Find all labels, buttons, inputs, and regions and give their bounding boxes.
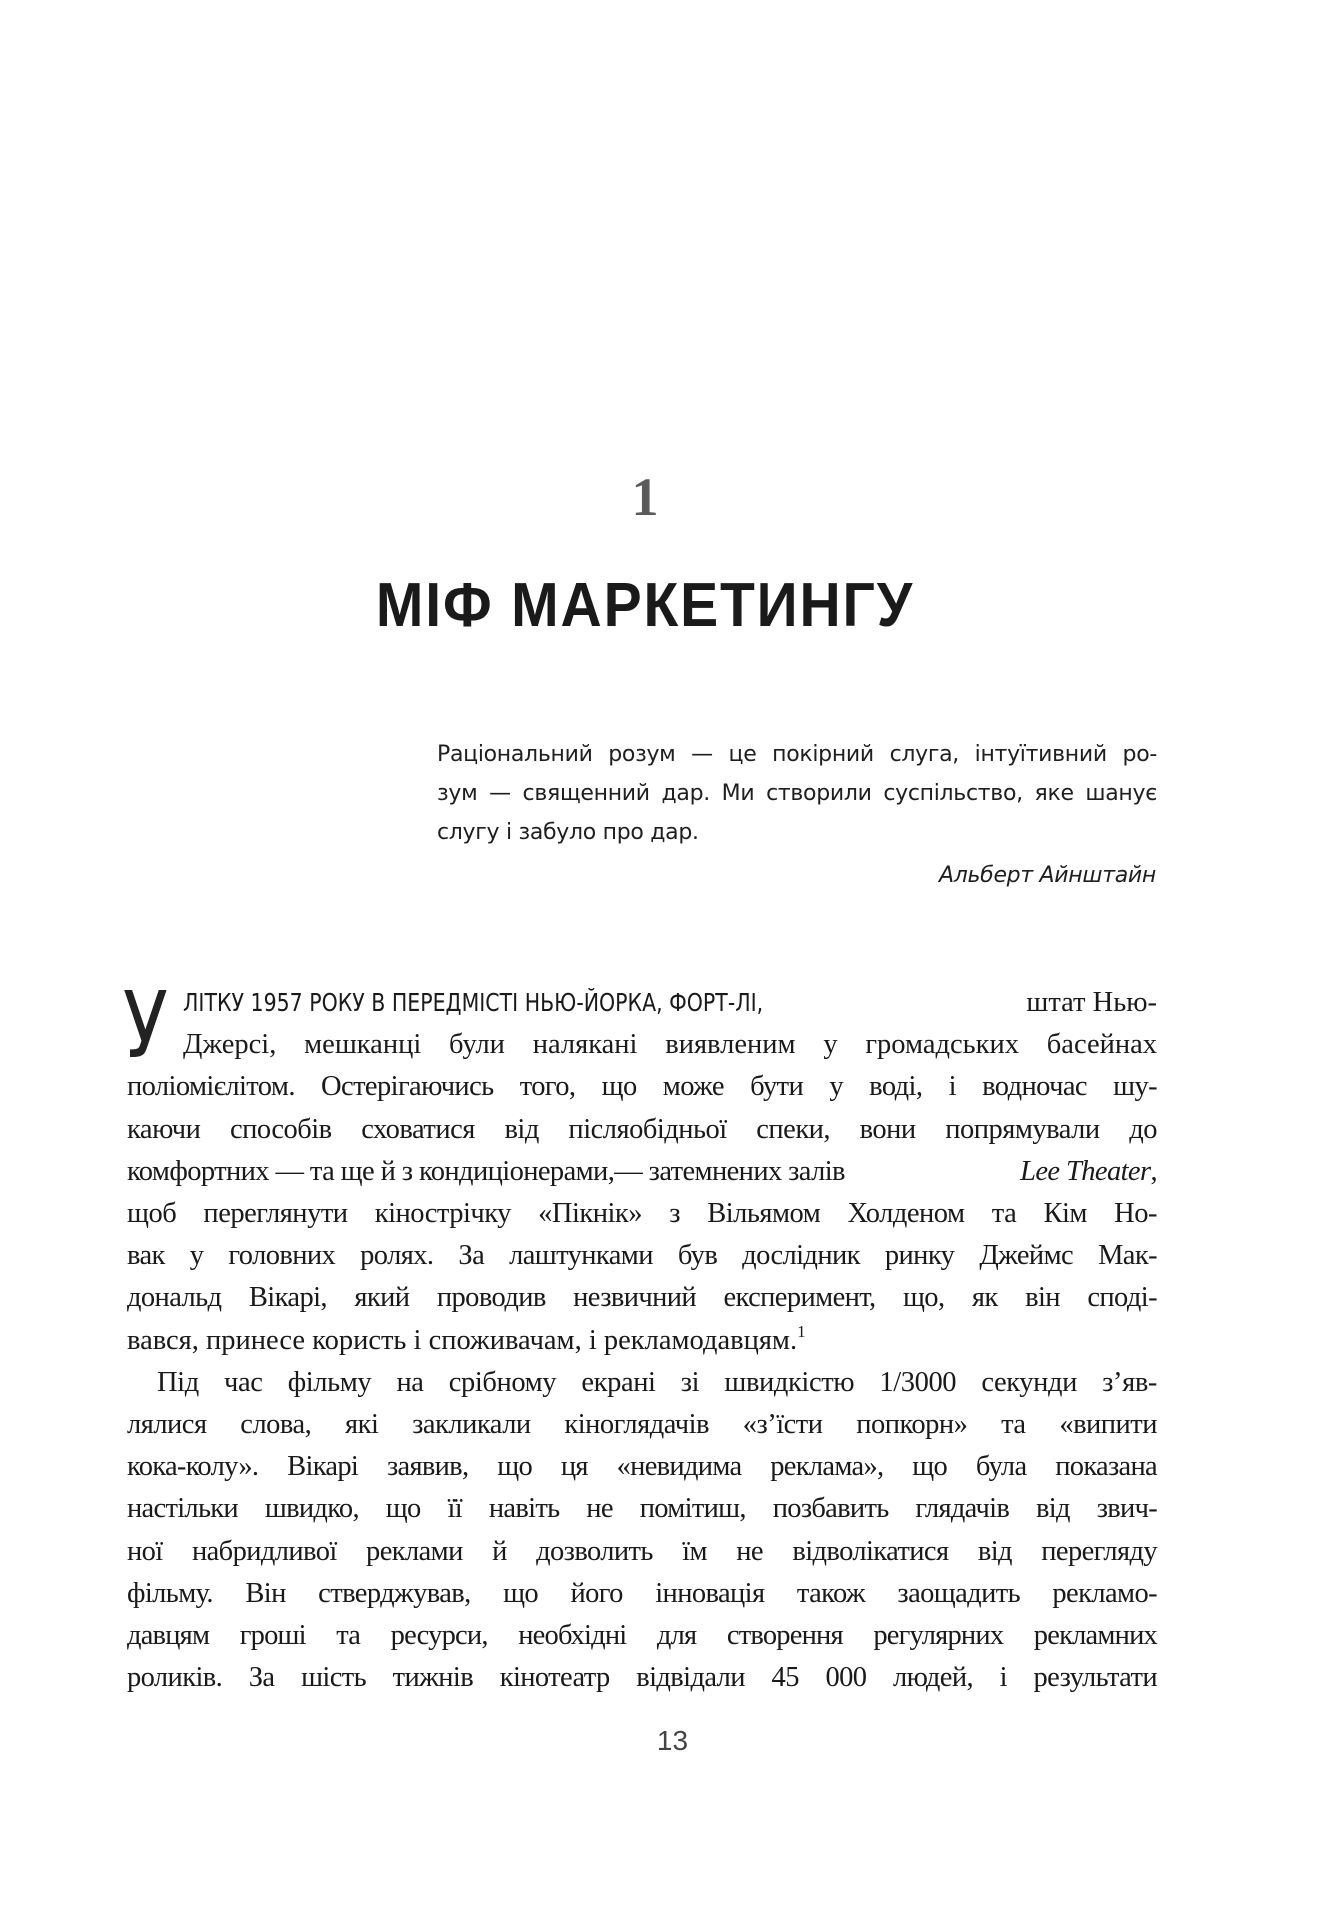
epigraph-line: зум — священний дар. Ми створили суспільство, яке шанує (437, 781, 1157, 806)
paragraph-line (127, 982, 1157, 1024)
paragraph-line: ної набридливої реклами й дозволить їм не відволікатися від перегляду (127, 1535, 1157, 1567)
paragraph-line (127, 1320, 1157, 1362)
epigraph-author: Альберт Айнштайн (939, 863, 1156, 888)
opening-smallcaps: ЛІТКУ 1957 РОКУ В ПЕРЕДМІСТІ НЬЮ-ЙОРКА, ФОРТ-ЛІ, (183, 988, 764, 1017)
chapter-title: МІФ МАРКЕТИНГУ (375, 571, 915, 640)
paragraph-line (127, 1151, 1157, 1193)
paragraph-line: роликів. За шість тижнів кінотеатр відвідали 45 000 людей, і результати (127, 1662, 1157, 1694)
paragraph-line: щоб переглянути кінострічку «Пікнік» з Вільямом Холденом та Кім Но- (127, 1198, 1157, 1230)
line-text: вався, принесе користь і споживачам, і рекламодавцям. (127, 1324, 798, 1356)
paragraph-line: Джерсі, мешканці були налякані виявленим у громадських басейнах (183, 1029, 1157, 1061)
paragraph-line: вак у головних ролях. За лаштунками був дослідник ринку Джеймс Мак- (127, 1240, 1157, 1272)
paragraph-line: каючи способів сховатися від післяобідньої спеки, вони попрямували до (127, 1113, 1157, 1145)
paragraph-1 (127, 982, 1157, 1362)
paragraph-line: фільму. Він стверджував, що його інновація також заощадить рекламо- (127, 1577, 1157, 1609)
theater-name: Lee Theater (1020, 1155, 1151, 1187)
page-number: 13 (656, 1725, 689, 1756)
chapter-body (123, 972, 1157, 1699)
paragraph-line: поліомієлітом. Остерігаючись того, що може бути у воді, і водночас шу- (127, 1071, 1157, 1103)
paragraph-line: лялися слова, які закликали кіноглядачів «з’їсти попкорн» та «випити (127, 1409, 1157, 1441)
paragraph-line: настільки швидко, що її навіть не помітиш, позбавить глядачів від звич- (127, 1493, 1157, 1525)
paragraph-line: Під час фільму на срібному екрані зі швидкістю 1/3000 секунди з’яв- (157, 1366, 1157, 1398)
paragraph-line: дональд Вікарі, який проводив незвичний експеримент, що, як він споді- (127, 1282, 1157, 1314)
paragraph-line: давцям гроші та ресурси, необхідні для створення регулярних рекламних (127, 1620, 1157, 1652)
comma: , (1150, 1155, 1157, 1187)
paragraph-2 (127, 1362, 1157, 1700)
paragraph-line: кока-колу». Вікарі заявив, що ця «невидима реклама», що була показана (127, 1451, 1157, 1483)
line-text: комфортних — та ще й з кондиціонерами,— затемнених залів (127, 1155, 845, 1187)
epigraph-line: Раціональний розум — це покірний слуга, інтуїтивний ро- (437, 742, 1157, 767)
chapter-number: 1 (631, 467, 659, 527)
epigraph-line: слугу і забуло про дар. (437, 820, 699, 845)
line-rest: штат Нью- (1026, 987, 1157, 1018)
epigraph-quote (437, 735, 1157, 852)
footnote-reference[interactable]: 1 (797, 1321, 806, 1341)
drop-cap: У (123, 972, 168, 1079)
